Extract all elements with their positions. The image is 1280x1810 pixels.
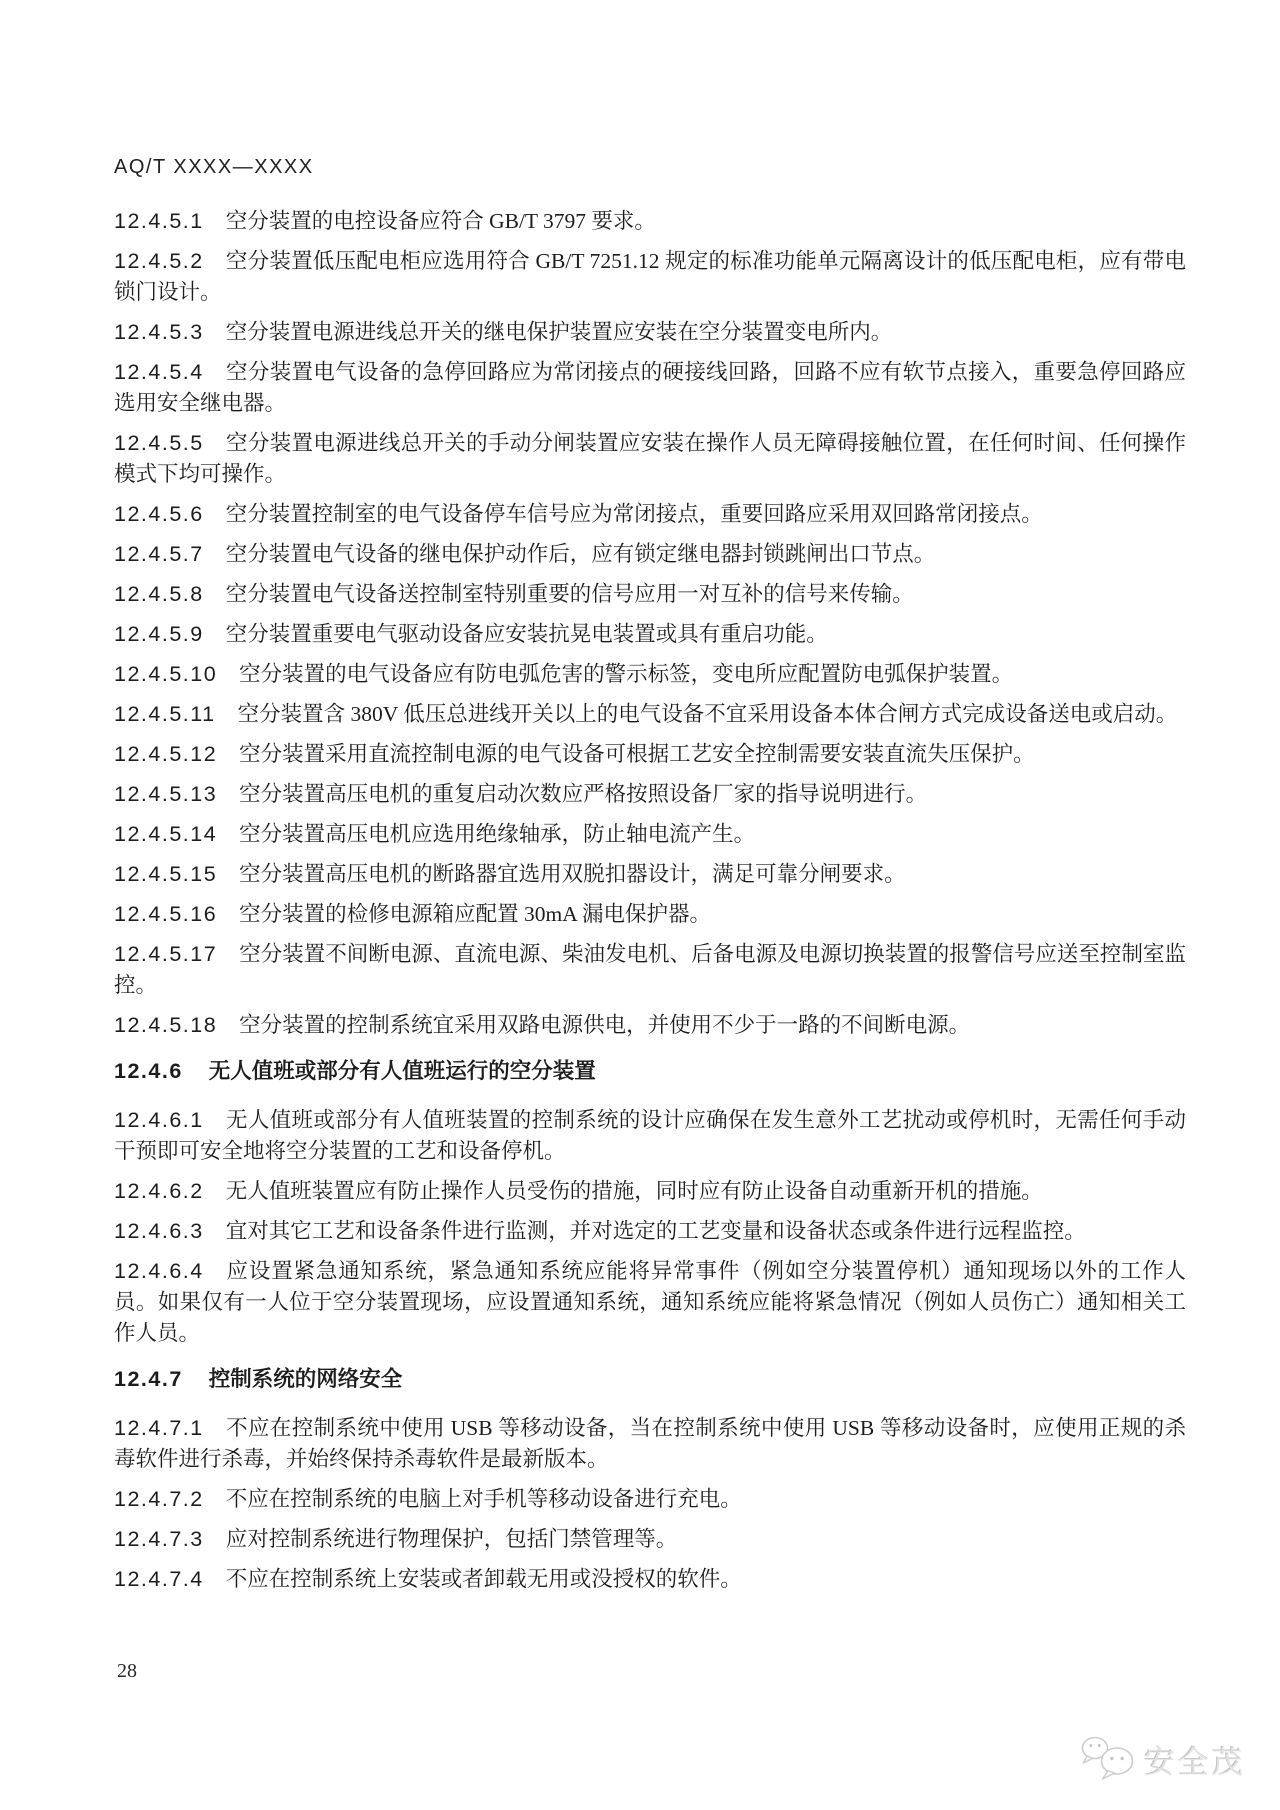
clause-number: 12.4.5.10 (114, 662, 218, 686)
clause-paragraph (114, 1216, 1186, 1247)
clause-text: 不应在控制系统中使用 USB 等移动设备，当在控制系统中使用 USB 等移动设备时，应使用正规的杀毒软件进行杀毒，并始终保持杀毒软件是最新版本。 (114, 1416, 1186, 1471)
clause-paragraph (114, 428, 1186, 490)
clause-paragraph (114, 317, 1186, 348)
clause-text: 空分装置低压配电柜应选用符合 GB/T 7251.12 规定的标准功能单元隔离设计的低压配电柜，应有带电锁门设计。 (114, 249, 1186, 304)
section-heading (114, 1056, 1186, 1087)
clause-number: 12.4.5.5 (114, 431, 204, 455)
clause-number: 12.4.5.13 (114, 782, 218, 806)
clause-paragraph (114, 819, 1186, 850)
clause-number: 12.4.5.8 (114, 582, 204, 606)
clause-text: 控制系统的网络安全 (208, 1367, 403, 1391)
watermark-text: 安全茂 (1144, 1744, 1246, 1780)
clause-text: 应设置紧急通知系统，紧急通知系统应能将异常事件（例如空分装置停机）通知现场以外的工作人员。如果仅有一人位于空分装置现场，应设置通知系统，通知系统应能将紧急情况（例如人员伤亡）通知相关工作人员。 (114, 1259, 1186, 1345)
clause-text: 无人值班或部分有人值班装置的控制系统的设计应确保在发生意外工艺扰动或停机时，无需任何手动干预即可安全地将空分装置的工艺和设备停机。 (114, 1108, 1186, 1163)
clause-number: 12.4.5.11 (114, 702, 216, 726)
clause-text: 空分装置的控制系统宜采用双路电源供电，并使用不少于一路的不间断电源。 (239, 1013, 971, 1037)
clause-text: 空分装置采用直流控制电源的电气设备可根据工艺安全控制需要安装直流失压保护。 (239, 742, 1035, 766)
clause-number: 12.4.6.2 (114, 1179, 204, 1203)
clause-number: 12.4.7 (114, 1367, 183, 1391)
clause-text: 空分装置的电控设备应符合 GB/T 3797 要求。 (225, 209, 656, 233)
clause-number: 12.4.5.15 (114, 862, 218, 886)
clause-paragraph (114, 499, 1186, 530)
clause-number: 12.4.5.17 (114, 942, 218, 966)
clause-number: 12.4.5.9 (114, 622, 204, 646)
clause-paragraph (114, 539, 1186, 570)
clause-paragraph (114, 779, 1186, 810)
clauses-container (114, 206, 1186, 1604)
clause-paragraph (114, 1176, 1186, 1207)
clause-paragraph (114, 357, 1186, 419)
clause-paragraph (114, 206, 1186, 237)
clause-number: 12.4.5.4 (114, 360, 204, 384)
clause-text: 空分装置高压电机应选用绝缘轴承，防止轴电流产生。 (239, 822, 756, 846)
clause-number: 12.4.6.1 (114, 1108, 204, 1132)
clause-number: 12.4.7.1 (114, 1416, 204, 1440)
clause-number: 12.4.7.2 (114, 1487, 204, 1511)
clause-number: 12.4.5.12 (114, 742, 218, 766)
clause-number: 12.4.6.3 (114, 1219, 204, 1243)
clause-paragraph (114, 939, 1186, 1001)
clause-number: 12.4.5.2 (114, 249, 204, 273)
clause-paragraph (114, 1413, 1186, 1475)
clause-paragraph (114, 1010, 1186, 1041)
clause-text: 空分装置的检修电源箱应配置 30mA 漏电保护器。 (239, 902, 711, 926)
clause-paragraph (114, 579, 1186, 610)
clause-paragraph (114, 1256, 1186, 1349)
clause-paragraph (114, 1524, 1186, 1555)
wechat-chat-bubbles-icon (1080, 1736, 1136, 1782)
clause-paragraph (114, 1105, 1186, 1167)
clause-text: 空分装置控制室的电气设备停车信号应为常闭接点，重要回路应采用双回路常闭接点。 (225, 502, 1043, 526)
clause-number: 12.4.5.7 (114, 542, 204, 566)
clause-number: 12.4.5.3 (114, 320, 204, 344)
section-heading (114, 1364, 1186, 1395)
clause-text: 空分装置不间断电源、直流电源、柴油发电机、后备电源及电源切换装置的报警信号应送至控制室监控。 (114, 942, 1186, 997)
clause-text: 空分装置含 380V 低压总进线开关以上的电气设备不宜采用设备本体合闸方式完成设备送电或启动。 (237, 702, 1178, 726)
clause-paragraph (114, 619, 1186, 650)
clause-text: 应对控制系统进行物理保护，包括门禁管理等。 (225, 1527, 678, 1551)
clause-text: 空分装置电气设备的继电保护动作后，应有锁定继电器封锁跳闸出口节点。 (225, 542, 936, 566)
clause-number: 12.4.5.14 (114, 822, 218, 846)
clause-text: 空分装置电源进线总开关的继电保护装置应安装在空分装置变电所内。 (225, 320, 893, 344)
clause-paragraph (114, 699, 1186, 730)
clause-paragraph (114, 246, 1186, 308)
clause-paragraph (114, 1484, 1186, 1515)
clause-text: 空分装置电气设备的急停回路应为常闭接点的硬接线回路，回路不应有软节点接入，重要急停回路应选用安全继电器。 (114, 360, 1186, 415)
clause-number: 12.4.5.16 (114, 902, 218, 926)
clause-text: 宜对其它工艺和设备条件进行监测，并对选定的工艺变量和设备状态或条件进行远程监控。 (225, 1219, 1086, 1243)
clause-number: 12.4.5.1 (114, 209, 204, 233)
document-code-header: AQ/T XXXX—XXXX (114, 156, 314, 178)
clause-number: 12.4.7.4 (114, 1567, 204, 1591)
clause-text: 空分装置重要电气驱动设备应安装抗晃电装置或具有重启功能。 (225, 622, 828, 646)
clause-text: 无人值班装置应有防止操作人员受伤的措施，同时应有防止设备自动重新开机的措施。 (225, 1179, 1043, 1203)
watermark (1080, 1736, 1246, 1782)
clause-number: 12.4.6.4 (114, 1259, 204, 1283)
clause-paragraph (114, 899, 1186, 930)
clause-text: 空分装置高压电机的断路器宜选用双脱扣器设计，满足可靠分闸要求。 (239, 862, 906, 886)
clause-text: 无人值班或部分有人值班运行的空分装置 (208, 1059, 596, 1083)
clause-number: 12.4.6 (114, 1059, 183, 1083)
clause-text: 空分装置电源进线总开关的手动分闸装置应安装在操作人员无障碍接触位置，在任何时间、任何操作模式下均可操作。 (114, 431, 1186, 486)
clause-paragraph (114, 859, 1186, 890)
page-number: 28 (117, 1660, 137, 1682)
clause-paragraph (114, 659, 1186, 690)
clause-paragraph (114, 1564, 1186, 1595)
clause-text: 空分装置的电气设备应有防电弧危害的警示标签，变电所应配置防电弧保护装置。 (239, 662, 1014, 686)
clause-paragraph (114, 739, 1186, 770)
clause-text: 不应在控制系统的电脑上对手机等移动设备进行充电。 (225, 1487, 742, 1511)
clause-text: 空分装置电气设备送控制室特别重要的信号应用一对互补的信号来传输。 (225, 582, 914, 606)
clause-text: 不应在控制系统上安装或者卸载无用或没授权的软件。 (225, 1567, 742, 1591)
clause-number: 12.4.5.18 (114, 1013, 218, 1037)
clause-number: 12.4.7.3 (114, 1527, 204, 1551)
clause-number: 12.4.5.6 (114, 502, 204, 526)
clause-text: 空分装置高压电机的重复启动次数应严格按照设备厂家的指导说明进行。 (239, 782, 928, 806)
